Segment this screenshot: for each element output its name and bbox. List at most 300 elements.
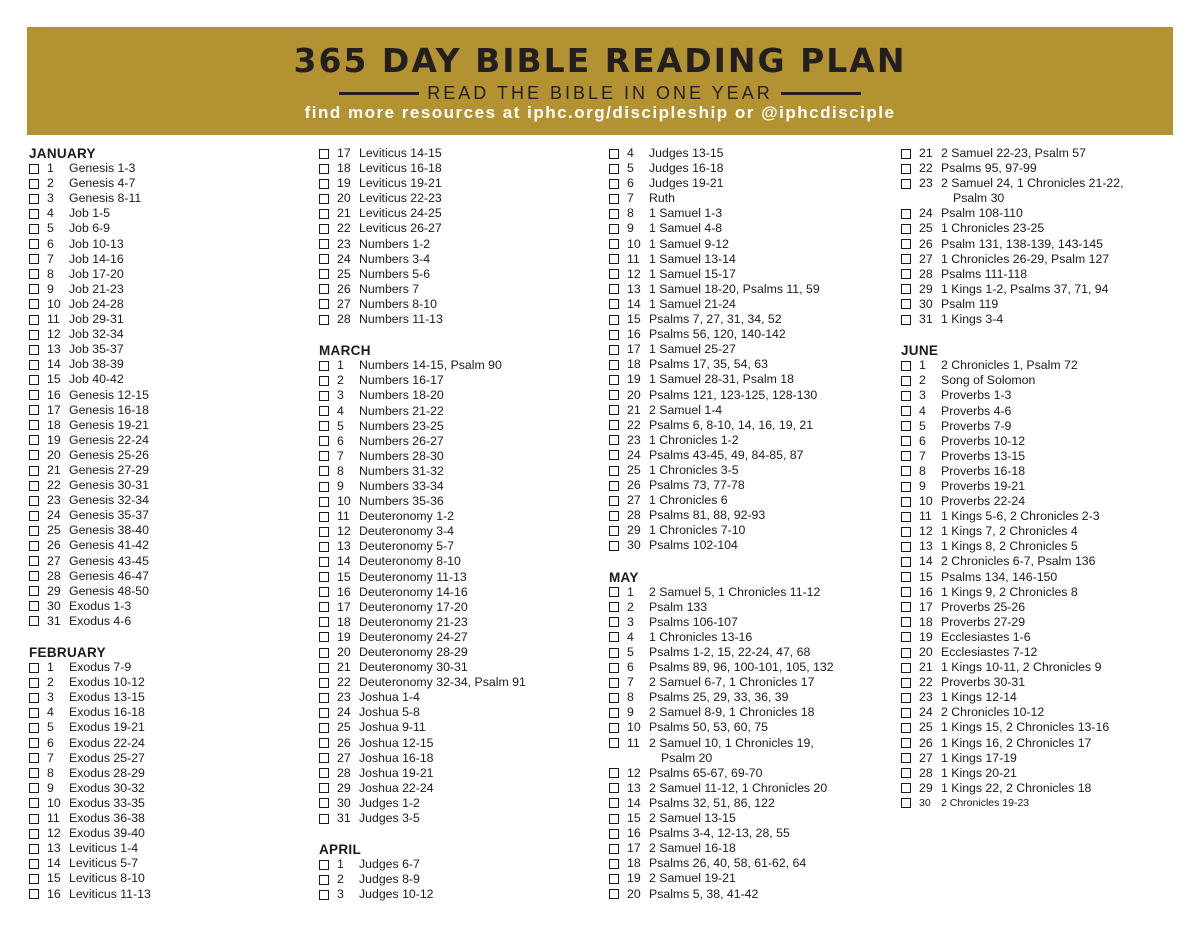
checkbox-icon[interactable] — [319, 391, 329, 401]
day-number: 13 — [47, 342, 61, 357]
reading-passage: Job 32-34 — [69, 327, 124, 342]
checkbox-icon[interactable] — [319, 284, 329, 294]
reading-row — [901, 221, 1124, 236]
checkbox-icon[interactable] — [609, 450, 619, 460]
reading-row — [319, 675, 526, 690]
reading-row — [609, 493, 834, 508]
checkbox-icon[interactable] — [609, 330, 619, 340]
day-number: 27 — [919, 750, 933, 765]
checkbox-icon[interactable] — [319, 239, 329, 249]
day-number: 15 — [627, 811, 641, 826]
checkbox-icon[interactable] — [609, 209, 619, 219]
checkbox-icon[interactable] — [29, 693, 39, 703]
checkbox-icon[interactable] — [319, 254, 329, 264]
day-number: 28 — [919, 266, 933, 281]
checkbox-icon[interactable] — [29, 179, 39, 189]
day-number: 20 — [47, 447, 61, 462]
checkbox-icon[interactable] — [901, 421, 911, 431]
checkbox-icon[interactable] — [29, 450, 39, 460]
checkbox-icon[interactable] — [609, 375, 619, 385]
day-number: 28 — [919, 765, 933, 780]
reading-passage: Psalms 5, 38, 41-42 — [649, 886, 759, 901]
reading-passage: Proverbs 30-31 — [941, 675, 1026, 690]
reading-passage: Leviticus 24-25 — [359, 206, 442, 221]
day-number: 24 — [47, 508, 61, 523]
day-number: 27 — [337, 750, 351, 765]
reading-row — [29, 766, 151, 781]
checkbox-icon[interactable] — [609, 587, 619, 597]
checkbox-icon[interactable] — [29, 224, 39, 234]
day-number: 4 — [627, 629, 634, 644]
checkbox-icon[interactable] — [609, 602, 619, 612]
checkbox-icon[interactable] — [29, 164, 39, 174]
checkbox-icon[interactable] — [319, 693, 329, 703]
checkbox-icon[interactable] — [901, 254, 911, 264]
checkbox-icon[interactable] — [901, 269, 911, 279]
checkbox-icon[interactable] — [319, 376, 329, 386]
checkbox-icon[interactable] — [29, 254, 39, 264]
checkbox-icon[interactable] — [319, 572, 329, 582]
day-number: 21 — [47, 462, 61, 477]
reading-passage: 1 Chronicles 13-16 — [649, 629, 753, 644]
checkbox-icon[interactable] — [901, 497, 911, 507]
checkbox-icon[interactable] — [29, 753, 39, 763]
checkbox-icon[interactable] — [609, 466, 619, 476]
checkbox-icon[interactable] — [609, 345, 619, 355]
day-number: 25 — [627, 462, 641, 477]
checkbox-icon[interactable] — [609, 889, 619, 899]
checkbox-icon[interactable] — [901, 602, 911, 612]
reading-row — [901, 297, 1124, 312]
checkbox-icon[interactable] — [609, 859, 619, 869]
checkbox-icon[interactable] — [609, 874, 619, 884]
reading-row — [29, 221, 151, 236]
checkbox-icon[interactable] — [319, 527, 329, 537]
checkbox-icon[interactable] — [609, 254, 619, 264]
checkbox-icon[interactable] — [319, 648, 329, 658]
checkbox-icon[interactable] — [319, 209, 329, 219]
checkbox-icon[interactable] — [609, 693, 619, 703]
checkbox-icon[interactable] — [319, 860, 329, 870]
month-heading: FEBRUARY — [29, 645, 106, 660]
checkbox-icon[interactable] — [29, 708, 39, 718]
checkbox-icon[interactable] — [901, 209, 911, 219]
reading-row — [29, 781, 151, 796]
checkbox-icon[interactable] — [319, 663, 329, 673]
checkbox-icon[interactable] — [901, 587, 911, 597]
reading-passage: Leviticus 1-4 — [69, 841, 139, 856]
checkbox-icon[interactable] — [319, 753, 329, 763]
day-number: 21 — [919, 146, 933, 160]
day-number: 23 — [627, 432, 641, 447]
checkbox-icon[interactable] — [29, 511, 39, 521]
checkbox-icon[interactable] — [319, 269, 329, 279]
checkbox-icon[interactable] — [29, 601, 39, 611]
checkbox-icon[interactable] — [29, 269, 39, 279]
checkbox-icon[interactable] — [29, 814, 39, 824]
day-number: 20 — [627, 387, 641, 402]
reading-passage: Psalm 133 — [649, 599, 708, 614]
checkbox-icon[interactable] — [319, 466, 329, 476]
reading-row — [319, 419, 526, 434]
checkbox-icon[interactable] — [29, 299, 39, 309]
checkbox-icon[interactable] — [609, 723, 619, 733]
day-number: 21 — [627, 402, 641, 417]
checkbox-icon[interactable] — [29, 345, 39, 355]
checkbox-icon[interactable] — [901, 164, 911, 174]
checkbox-icon[interactable] — [29, 239, 39, 249]
checkbox-icon[interactable] — [319, 783, 329, 793]
checkbox-icon[interactable] — [901, 663, 911, 673]
checkbox-icon[interactable] — [901, 753, 911, 763]
checkbox-icon[interactable] — [901, 239, 911, 249]
reading-passage: Proverbs 19-21 — [941, 478, 1026, 493]
reading-passage: Deuteronomy 11-13 — [359, 569, 467, 584]
reading-passage: Psalms 121, 123-125, 128-130 — [649, 387, 818, 402]
reading-row — [609, 690, 834, 705]
checkbox-icon[interactable] — [319, 224, 329, 234]
checkbox-icon[interactable] — [901, 361, 911, 371]
checkbox-icon[interactable] — [609, 420, 619, 430]
checkbox-icon[interactable] — [29, 844, 39, 854]
reading-passage: 1 Kings 10-11, 2 Chronicles 9 — [941, 660, 1102, 675]
checkbox-icon[interactable] — [609, 405, 619, 415]
reading-row — [319, 524, 526, 539]
checkbox-icon[interactable] — [29, 556, 39, 566]
reading-row — [609, 342, 834, 357]
checkbox-icon[interactable] — [29, 798, 39, 808]
checkbox-icon[interactable] — [29, 738, 39, 748]
checkbox-icon[interactable] — [319, 875, 329, 885]
checkbox-icon[interactable] — [319, 436, 329, 446]
checkbox-icon[interactable] — [319, 194, 329, 204]
checkbox-icon[interactable] — [901, 406, 911, 416]
reading-row — [29, 372, 151, 387]
checkbox-icon[interactable] — [901, 572, 911, 582]
checkbox-icon[interactable] — [609, 617, 619, 627]
reading-row — [609, 312, 834, 327]
reading-row — [609, 826, 834, 841]
day-number: 7 — [627, 675, 634, 690]
reading-row — [609, 478, 834, 493]
checkbox-icon[interactable] — [609, 829, 619, 839]
reading-row — [319, 267, 526, 282]
reading-passage: Judges 6-7 — [359, 857, 420, 872]
checkbox-icon[interactable] — [319, 678, 329, 688]
checkbox-icon[interactable] — [609, 814, 619, 824]
checkbox-icon[interactable] — [609, 315, 619, 325]
checkbox-icon[interactable] — [901, 798, 911, 808]
reading-passage: Numbers 7 — [359, 281, 420, 296]
checkbox-icon[interactable] — [319, 299, 329, 309]
reading-row — [319, 690, 526, 705]
reading-passage: 2 Chronicles 6-7, Psalm 136 — [941, 554, 1096, 569]
checkbox-icon[interactable] — [901, 224, 911, 234]
checkbox-icon[interactable] — [29, 284, 39, 294]
checkbox-icon[interactable] — [29, 481, 39, 491]
checkbox-icon[interactable] — [609, 194, 619, 204]
checkbox-icon[interactable] — [29, 586, 39, 596]
reading-row — [901, 434, 1124, 449]
checkbox-icon[interactable] — [29, 466, 39, 476]
checkbox-icon[interactable] — [29, 541, 39, 551]
checkbox-icon[interactable] — [29, 375, 39, 385]
checkbox-icon[interactable] — [319, 361, 329, 371]
day-number: 18 — [47, 417, 61, 432]
reading-passage: Leviticus 19-21 — [359, 176, 442, 191]
reading-row — [29, 841, 151, 856]
reading-row — [29, 599, 151, 614]
reading-passage: Ecclesiastes 7-12 — [941, 645, 1038, 659]
checkbox-icon[interactable] — [319, 708, 329, 718]
checkbox-icon[interactable] — [29, 390, 39, 400]
reading-passage: Psalms 26, 40, 58, 61-62, 64 — [649, 856, 807, 871]
day-number: 18 — [337, 161, 351, 176]
reading-passage: Genesis 4-7 — [69, 176, 136, 191]
checkbox-icon[interactable] — [319, 451, 329, 461]
checkbox-icon[interactable] — [29, 678, 39, 688]
day-number: 26 — [47, 538, 61, 553]
checkbox-icon[interactable] — [609, 678, 619, 688]
checkbox-icon[interactable] — [29, 859, 39, 869]
checkbox-icon[interactable] — [319, 406, 329, 416]
checkbox-icon[interactable] — [29, 496, 39, 506]
checkbox-icon[interactable] — [29, 405, 39, 415]
checkbox-icon[interactable] — [609, 481, 619, 491]
checkbox-icon[interactable] — [29, 663, 39, 673]
checkbox-icon[interactable] — [609, 663, 619, 673]
checkbox-icon[interactable] — [609, 179, 619, 189]
reading-row — [29, 675, 151, 690]
checkbox-icon[interactable] — [29, 526, 39, 536]
reading-passage: Exodus 4-6 — [69, 613, 132, 628]
checkbox-icon[interactable] — [29, 874, 39, 884]
reading-row — [609, 463, 834, 478]
checkbox-icon[interactable] — [609, 648, 619, 658]
reading-passage: 1 Kings 9, 2 Chronicles 8 — [941, 584, 1078, 599]
checkbox-icon[interactable] — [901, 527, 911, 537]
day-number: 22 — [919, 675, 933, 690]
checkbox-icon[interactable] — [29, 829, 39, 839]
checkbox-icon[interactable] — [901, 783, 911, 793]
reading-row — [319, 570, 526, 585]
day-number: 22 — [919, 161, 933, 176]
reading-row — [901, 766, 1124, 781]
checkbox-icon[interactable] — [319, 768, 329, 778]
checkbox-icon[interactable] — [609, 496, 619, 506]
day-number: 6 — [919, 433, 926, 448]
checkbox-icon[interactable] — [901, 648, 911, 658]
reading-row — [609, 191, 834, 206]
reading-passage: Leviticus 8-10 — [69, 871, 145, 886]
checkbox-icon[interactable] — [29, 616, 39, 626]
checkbox-icon[interactable] — [319, 497, 329, 507]
checkbox-icon[interactable] — [319, 738, 329, 748]
checkbox-icon[interactable] — [319, 512, 329, 522]
checkbox-icon[interactable] — [609, 435, 619, 445]
checkbox-icon[interactable] — [901, 557, 911, 567]
reading-row — [319, 872, 526, 887]
reading-passage: Ruth — [649, 191, 675, 206]
day-number: 14 — [627, 795, 641, 810]
reading-row — [29, 418, 151, 433]
checkbox-icon[interactable] — [29, 209, 39, 219]
reading-row — [319, 237, 526, 252]
checkbox-icon[interactable] — [901, 149, 911, 159]
checkbox-icon[interactable] — [319, 798, 329, 808]
checkbox-icon[interactable] — [901, 617, 911, 627]
checkbox-icon[interactable] — [319, 814, 329, 824]
checkbox-icon[interactable] — [29, 194, 39, 204]
reading-passage: Job 35-37 — [69, 342, 124, 357]
checkbox-icon[interactable] — [609, 511, 619, 521]
checkbox-icon[interactable] — [29, 360, 39, 370]
checkbox-icon[interactable] — [319, 482, 329, 492]
reading-row — [29, 267, 151, 282]
checkbox-icon[interactable] — [901, 451, 911, 461]
reading-passage: 2 Samuel 13-15 — [649, 811, 736, 826]
day-number: 3 — [919, 388, 926, 403]
checkbox-icon[interactable] — [609, 632, 619, 642]
day-number: 24 — [337, 705, 351, 720]
day-number: 31 — [337, 811, 351, 826]
checkbox-icon[interactable] — [319, 315, 329, 325]
checkbox-icon[interactable] — [609, 798, 619, 808]
reading-passage: Job 24-28 — [69, 296, 124, 311]
reading-passage: Psalms 3-4, 12-13, 28, 55 — [649, 826, 790, 841]
checkbox-icon[interactable] — [319, 723, 329, 733]
reading-passage: Psalms 65-67, 69-70 — [649, 765, 763, 780]
checkbox-icon[interactable] — [609, 164, 619, 174]
reading-passage: Proverbs 10-12 — [941, 433, 1026, 448]
day-number: 10 — [627, 236, 641, 251]
reading-passage: Genesis 35-37 — [69, 508, 149, 523]
reading-row — [901, 705, 1124, 720]
checkbox-icon[interactable] — [901, 179, 911, 189]
reading-passage: Leviticus 11-13 — [69, 886, 151, 901]
reading-passage: Deuteronomy 5-7 — [359, 539, 455, 554]
checkbox-icon[interactable] — [901, 693, 911, 703]
checkbox-icon[interactable] — [609, 541, 619, 551]
reading-row — [901, 796, 1124, 811]
day-number: 26 — [627, 478, 641, 493]
reading-row — [901, 358, 1124, 373]
checkbox-icon[interactable] — [901, 768, 911, 778]
reading-passage: Proverbs 16-18 — [941, 463, 1026, 478]
day-number: 13 — [627, 281, 641, 296]
reading-passage: 2 Samuel 10, 1 Chronicles 19, — [649, 735, 814, 750]
checkbox-icon[interactable] — [29, 783, 39, 793]
checkbox-icon[interactable] — [319, 602, 329, 612]
checkbox-icon[interactable] — [319, 587, 329, 597]
checkbox-icon[interactable] — [319, 617, 329, 627]
checkbox-icon[interactable] — [609, 239, 619, 249]
checkbox-icon[interactable] — [29, 435, 39, 445]
checkbox-icon[interactable] — [609, 360, 619, 370]
day-number: 25 — [337, 266, 351, 281]
checkbox-icon[interactable] — [609, 783, 619, 793]
checkbox-icon[interactable] — [319, 890, 329, 900]
day-number: 15 — [919, 569, 933, 584]
checkbox-icon[interactable] — [609, 738, 619, 748]
checkbox-icon[interactable] — [609, 224, 619, 234]
checkbox-icon[interactable] — [609, 284, 619, 294]
checkbox-icon[interactable] — [901, 708, 911, 718]
reading-passage: Job 38-39 — [69, 357, 124, 372]
checkbox-icon[interactable] — [901, 315, 911, 325]
checkbox-icon[interactable] — [319, 179, 329, 189]
checkbox-icon[interactable] — [609, 269, 619, 279]
checkbox-icon[interactable] — [901, 284, 911, 294]
reading-passage: 1 Kings 7, 2 Chronicles 4 — [941, 524, 1078, 539]
checkbox-icon[interactable] — [901, 299, 911, 309]
checkbox-icon[interactable] — [29, 723, 39, 733]
checkbox-icon[interactable] — [319, 557, 329, 567]
reading-row — [29, 327, 151, 342]
checkbox-icon[interactable] — [901, 391, 911, 401]
column-3 — [609, 146, 834, 902]
checkbox-icon[interactable] — [901, 723, 911, 733]
checkbox-icon[interactable] — [319, 542, 329, 552]
reading-row — [609, 781, 834, 796]
reading-row — [29, 493, 151, 508]
checkbox-icon[interactable] — [901, 542, 911, 552]
checkbox-icon[interactable] — [901, 482, 911, 492]
checkbox-icon[interactable] — [319, 164, 329, 174]
checkbox-icon[interactable] — [609, 526, 619, 536]
checkbox-icon[interactable] — [609, 390, 619, 400]
checkbox-icon[interactable] — [901, 436, 911, 446]
checkbox-icon[interactable] — [901, 632, 911, 642]
day-number: 22 — [627, 417, 641, 432]
day-number: 20 — [337, 191, 351, 206]
checkbox-icon[interactable] — [29, 768, 39, 778]
reading-row — [901, 690, 1124, 705]
checkbox-icon[interactable] — [901, 678, 911, 688]
day-number: 30 — [919, 796, 931, 809]
checkbox-icon[interactable] — [609, 708, 619, 718]
checkbox-icon[interactable] — [29, 889, 39, 899]
checkbox-icon[interactable] — [29, 315, 39, 325]
day-number: 2 — [47, 176, 54, 191]
checkbox-icon[interactable] — [901, 466, 911, 476]
day-number: 11 — [627, 251, 640, 266]
day-number: 26 — [337, 281, 351, 296]
day-number: 8 — [627, 690, 634, 705]
reading-passage: Deuteronomy 24-27 — [359, 629, 468, 644]
day-number: 26 — [919, 236, 933, 251]
checkbox-icon[interactable] — [901, 376, 911, 386]
checkbox-icon[interactable] — [29, 571, 39, 581]
checkbox-icon[interactable] — [319, 149, 329, 159]
checkbox-icon[interactable] — [29, 330, 39, 340]
day-number: 19 — [919, 629, 933, 644]
checkbox-icon[interactable] — [901, 738, 911, 748]
checkbox-icon[interactable] — [319, 632, 329, 642]
checkbox-icon[interactable] — [609, 844, 619, 854]
checkbox-icon[interactable] — [901, 512, 911, 522]
checkbox-icon[interactable] — [609, 149, 619, 159]
day-number: 21 — [337, 660, 351, 675]
checkbox-icon[interactable] — [609, 768, 619, 778]
day-number: 2 — [47, 675, 54, 690]
checkbox-icon[interactable] — [319, 421, 329, 431]
checkbox-icon[interactable] — [29, 420, 39, 430]
checkbox-icon[interactable] — [609, 299, 619, 309]
day-number: 30 — [627, 538, 641, 553]
reading-row — [901, 206, 1124, 221]
day-number: 23 — [47, 493, 61, 508]
